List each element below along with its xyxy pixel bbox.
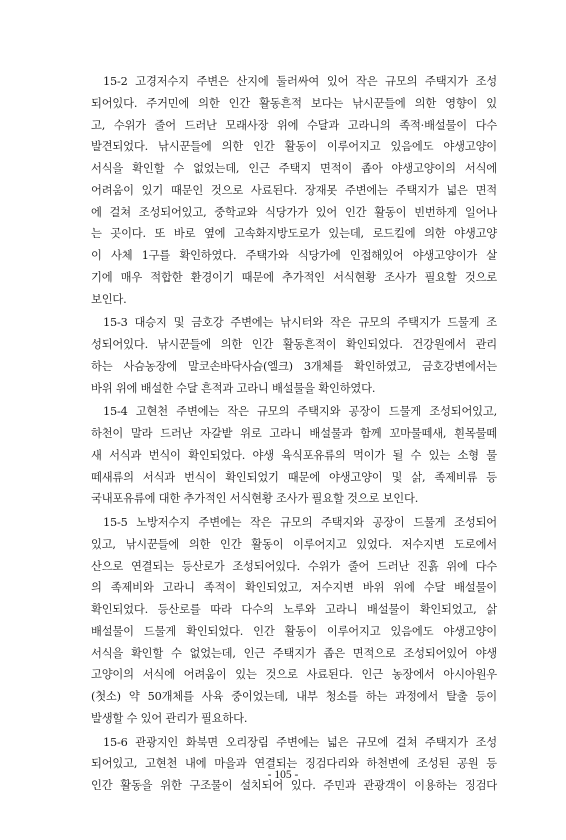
text-line: 떼새류의 서식과 번식이 확인되었기 때문에 야생고양이 및 삵, 족제비류 등 (91, 470, 497, 484)
paragraph (91, 312, 497, 399)
text-line: 성되어있다. 낚시꾼들에 의한 인간 활동흔적이 확인되었다. 건강원에서 관리 (91, 338, 497, 351)
text-line: 15-2 고경저수지 주변은 산지에 둘러싸여 있어 작은 규모의 주택지가 조성 (103, 75, 497, 88)
text-line: 하는 사슴농장에 말코손바닥사슴(엘크) 3개체를 확인하였고, 금호강변에서는 (91, 359, 497, 373)
text-line: 산으로 연결되는 등산로가 조성되어있다. 수위가 줄어 드러난 진흙 위에 다수 (91, 559, 497, 573)
page-number: - 105 - (267, 769, 299, 781)
text-line: 확인되었다. 등산로를 따라 다수의 노루와 고라니 배설물이 확인되었고, 삵 (91, 603, 497, 616)
text-line: 의 족제비와 고라니 족적이 확인되었고, 저수지변 바위 위에 수달 배설물이 (91, 581, 497, 595)
text-line: 발견되었다. 낚시꾼들에 의한 인간 활동이 이루어지고 있음에도 야생고양이 (91, 140, 497, 154)
text-line: 서식을 확인할 수 없었는데, 인근 주택지가 좁은 면적으로 조성되어있어 야생 (91, 646, 497, 660)
paragraph (91, 732, 497, 797)
text-line: 보인다. (91, 292, 127, 306)
text-line: 발생할 수 있어 관리가 필요하다. (91, 711, 248, 725)
text-line: 15-4 고현천 주변에는 작은 규모의 주택지와 공장이 드물게 조성되어있고, (103, 405, 497, 419)
text-line: (첫소) 약 50개체를 사육 중이었는데, 내부 청소를 하는 과정에서 탈출 등이 (91, 690, 497, 703)
text-line: 새 서식과 번식이 확인되었다. 야생 육식포유류의 먹이가 될 수 있는 소형 물 (91, 448, 497, 462)
text-line: 바위 위에 배설한 수달 흔적과 고라니 배설물을 확인하였다. (91, 381, 376, 395)
text-line: 인간 활동을 위한 구조물이 설치되어 있다. 주민과 관광객이 이용하는 징검다 (91, 779, 497, 792)
paragraph (91, 71, 497, 310)
text-line: 15-3 대승지 및 금호강 주변에는 낚시터와 작은 규모의 주택지가 드물게 조 (103, 316, 497, 330)
text-line: 이 사체 1구를 확인하였다. 주택가와 식당가에 인접해있어 야생고양이가 살 (91, 249, 497, 262)
document-body (91, 71, 497, 799)
text-line: 15-5 노방저수지 주변에는 작은 규모의 주택지와 공장이 드물게 조성되어 (103, 516, 497, 529)
text-line: 되어있고, 고현천 내에 마을과 연결되는 징검다리와 하천변에 조성된 공원 등 (91, 757, 497, 771)
text-line: 고, 수위가 줄어 드러난 모래사장 위에 수달과 고라니의 족적·배설물이 다수 (91, 118, 497, 132)
text-line: 있고, 낚시꾼들에 의한 인간 활동이 이루어지고 있었다. 저수지변 도로에서 (91, 537, 497, 551)
text-line: 하천이 말라 드러난 자갈밭 위로 고라니 배설물과 함께 꼬마물떼새, 흰목물떼 (91, 427, 497, 440)
paragraph (91, 512, 497, 730)
text-line: 어려움이 있기 때문인 것으로 사료된다. 장재못 주변에는 주택지가 넓은 면적 (91, 183, 497, 197)
text-line: 되어있다. 주거민에 의한 인간 활동흔적 보다는 낚시꾼들에 의한 영향이 있 (91, 96, 497, 110)
text-line: 배설물이 드물게 확인되었다. 인간 활동이 이루어지고 있음에도 야생고양이 (91, 624, 497, 638)
text-line: 15-6 관광지인 화북면 오리장림 주변에는 넓은 규모에 걸쳐 주택지가 조성 (103, 735, 497, 749)
paragraph (91, 401, 497, 510)
text-line: 서식을 확인할 수 없었는데, 인근 주택지 면적이 좁아 야생고양이의 서식에 (91, 162, 497, 175)
text-line: 기에 매우 적합한 환경이기 때문에 추가적인 서식현황 조사가 필요할 것으로 (91, 270, 497, 284)
text-line: 국내포유류에 대한 추가적인 서식현황 조사가 필요할 것으로 보인다. (91, 492, 419, 506)
text-line: 고양이의 서식에 어려움이 있는 것으로 사료된다. 인근 농장에서 아시아원우 (91, 668, 497, 682)
text-line: 에 걸쳐 조성되어있고, 중학교와 식당가가 있어 인간 활동이 빈번하게 일어나 (91, 205, 497, 219)
text-line: 는 곳이다. 또 바로 옆에 고속화지방도로가 있는데, 로드킬에 의한 야생고양 (91, 227, 497, 241)
